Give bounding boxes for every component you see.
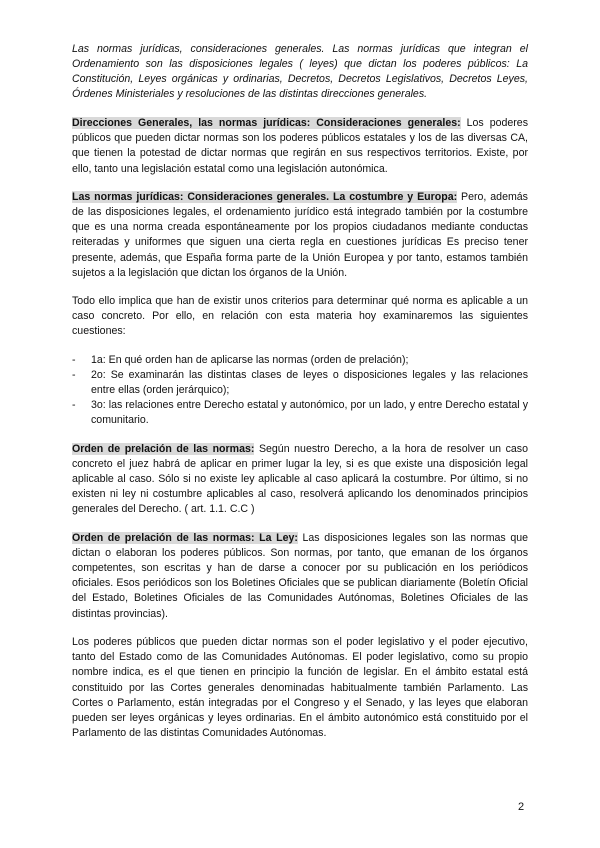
paragraph-poderes-publicos: Los poderes públicos que pueden dictar normas son el poder legislativo y el poder ejecutivo, tanto del Estado como de las Comunidades Autónomas. El poder legislativo, como su propio nombre indica, es el que tienen en principio la función de legislar. En el ámbito estatal está constituido por las Cortes generales denominadas habitualmente también Parlamento. Las Cortes o Parlamento, están integradas por el Congreso y el Senado, y las leyes que elaboran pueden ser leyes orgánicas y leyes ordinarias. En el ámbito autonómico está constituido por el Parlamento de las distintas Comunidades Autónomas. <box>72 635 528 740</box>
list-item-text: 2o: Se examinarán las distintas clases de leyes o disposiciones legales y las relaciones entre ellas (orden jerárquico); <box>91 368 528 397</box>
list-item <box>72 353 528 368</box>
section-heading: Orden de prelación de las normas: <box>72 442 255 455</box>
section-text: Según nuestro Derecho, a la hora de resolver un caso concreto el juez habrá de aplicar en primer lugar la ley, si es que existe una disposición legal aplicable al caso. Sólo si no existe ley aplicable al caso aplicará la costumbre. Por último, si no existen ni ley ni costumbre aplicables al caso, resolverá aplicando los denominados principios generales del Derecho. ( art. 1.1. C.C ) <box>72 442 528 516</box>
dash-bullet: - <box>72 368 76 381</box>
page-number: 2 <box>518 801 525 813</box>
section-text: Las disposiciones legales son las normas que dictan o elaboran los poderes públicos. Son normas, por tanto, que emanan de los órganos competentes, son escritas y han de darse a conocer por su publicación en los periódicos oficiales. Esos periódicos son los Boletines Oficiales que se publican diariamente (Boletín Oficial del Estado, Boletines Oficiales de las Comunidades Autónomas, Boletines Oficiales de las distintas provincias). <box>72 531 528 620</box>
dash-bullet: - <box>72 353 76 366</box>
section-direcciones-generales <box>72 116 528 177</box>
section-orden-prelacion <box>72 442 528 518</box>
list-item-text: 3o: las relaciones entre Derecho estatal y autonómico, por un lado, y entre Derecho estatal y comunitario. <box>91 399 528 427</box>
section-heading: Las normas jurídicas: Consideraciones generales. La costumbre y Europa: <box>72 190 458 203</box>
questions-list <box>72 353 528 429</box>
list-item-text: 1a: En qué orden han de aplicarse las normas (orden de prelación); <box>91 353 409 366</box>
section-costumbre-europa <box>72 190 528 281</box>
list-item <box>72 398 528 428</box>
section-text: Los poderes públicos que pueden dictar normas son los poderes públicos estatales y los de las diversas CA, que tienen la potestad de dictar normas que regirán en sus respectivos territorios. Existe, por ello, tanto una legislación estatal como una legislación autonómica. <box>72 117 528 175</box>
paragraph-criterios: Todo ello implica que han de existir unos criterios para determinar qué norma es aplicable a un caso concreto. Por ello, en relación con esta materia hoy examinaremos las siguientes cuestiones: <box>72 295 528 338</box>
dash-bullet: - <box>72 399 76 412</box>
document-body <box>72 116 528 754</box>
list-item <box>72 368 528 398</box>
section-text: Pero, además de las disposiciones legales, el ordenamiento jurídico está integrado también por la costumbre que es una norma creada espontáneamente por los propios ciudadanos mediante conductas reiteradas y uniformes que siguen una cierta regla en cuestiones jurídicas Es preciso tener presente, además, que España forma parte de la Unión Europea y por tanto, estamos también sujetos a la legislación que dictan los órganos de la Unión. <box>72 190 528 279</box>
intro-paragraph: Las normas jurídicas, consideraciones generales. Las normas jurídicas que integran el Ordenamiento son las disposiciones legales ( leyes) que dictan los poderes públicos: La Constitución, Leyes orgánicas y ordinarias, Decretos, Decretos Legislativos, Decretos Leyes, Órdenes Ministeriales y resoluciones de las distintas direcciones generales. <box>72 43 528 100</box>
section-heading: Orden de prelación de las normas: La Ley: <box>72 531 298 544</box>
section-la-ley <box>72 531 528 622</box>
section-heading: Direcciones Generales, las normas jurídicas: Consideraciones generales: <box>72 117 461 129</box>
